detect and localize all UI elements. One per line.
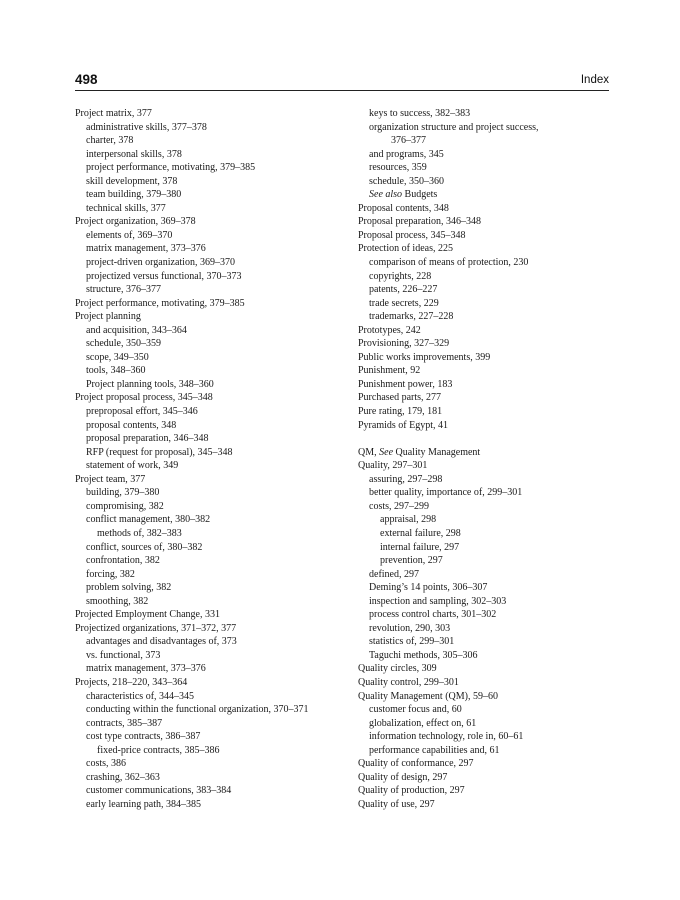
index-subentry: vs. functional, 373 [86,649,161,661]
index-entry: Quality of use, 297 [358,798,435,810]
index-subentry: statistics of, 299–301 [369,636,455,648]
index-subentry: conflict, sources of, 380–382 [86,541,203,553]
see-also-label: See also [369,189,403,201]
index-subentry: and programs, 345 [369,148,444,160]
index-entry: Project team, 377 [75,473,146,485]
index-subentry: tools, 348–360 [86,365,146,377]
index-subentry: confrontation, 382 [86,555,160,567]
index-subentry: statement of work, 349 [86,460,179,472]
index-entry: Pure rating, 179, 181 [358,406,443,418]
index-subentry: preproposal effort, 345–346 [86,406,198,418]
index-subentry: information technology, role in, 60–61 [369,731,524,743]
index-entry: Quality of production, 297 [358,785,465,797]
index-subentry: better quality, importance of, 299–301 [369,487,523,499]
index-entry: Prototypes, 242 [358,324,421,336]
index-subentry: performance capabilities and, 61 [369,744,500,756]
index-entry: Quality control, 299–301 [358,676,459,688]
index-entry: Quality of design, 297 [358,771,448,783]
index-subentry: structure, 376–377 [86,284,161,296]
index-entry: Quality of conformance, 297 [358,758,474,770]
index-subentry: RFP (request for proposal), 345–348 [86,446,233,458]
index-subentry: schedule, 350–359 [86,338,161,350]
index-subentry: matrix management, 373–376 [86,663,206,675]
index-entry: Quality Management (QM), 59–60 [358,690,498,702]
index-subentry: contracts, 385–387 [86,717,163,729]
index-subentry: early learning path, 384–385 [86,798,201,810]
index-subentry: project-driven organization, 369–370 [86,257,235,269]
index-subentry: compromising, 382 [86,500,164,512]
running-title: Index [580,74,609,86]
index-entry: Projected Employment Change, 331 [75,609,220,621]
index-entry [358,446,618,460]
index-subentry: project performance, motivating, 379–385 [86,162,256,174]
index-subentry: building, 379–380 [86,487,160,499]
index-subentry: administrative skills, 377–378 [86,121,207,133]
index-entry: Proposal process, 345–348 [358,229,466,241]
index-subentry: customer communications, 383–384 [86,785,232,797]
index-entry: Project organization, 369–378 [75,216,196,228]
index-entry: Project proposal process, 345–348 [75,392,213,404]
index-subsubentry: appraisal, 298 [380,514,437,526]
crossref-target: Budgets [402,189,438,201]
index-subentry: smoothing, 382 [86,595,149,607]
index-subentry: projectized versus functional, 370–373 [86,270,242,282]
index-subentry: schedule, 350–360 [369,175,444,187]
index-subentry: problem solving, 382 [86,582,172,594]
index-subentry: team building, 379–380 [86,189,182,201]
index-subentry: revolution, 290, 303 [369,622,451,634]
index-subentry: technical skills, 377 [86,202,166,214]
index-entry: Project planning [75,311,141,323]
index-subentry: resources, 359 [369,162,427,174]
index-subsubentry: internal failure, 297 [380,541,460,553]
index-continuation: 376–377 [391,135,426,147]
index-subentry: Deming’s 14 points, 306–307 [369,582,488,594]
index-entry: Public works improvements, 399 [358,351,491,363]
index-subsubentry: prevention, 297 [380,555,443,567]
index-entry: Purchased parts, 277 [358,392,442,404]
index-subentry: defined, 297 [369,568,419,580]
index-subsubentry: fixed-price contracts, 385–386 [97,744,220,756]
index-subentry: matrix management, 373–376 [86,243,206,255]
index-subentry: process control charts, 301–302 [369,609,497,621]
index-entry: Projectized organizations, 371–372, 377 [75,622,237,634]
index-entry: Proposal contents, 348 [358,202,449,214]
index-subentry: trademarks, 227–228 [369,311,454,323]
index-entry: Protection of ideas, 225 [358,243,453,255]
index-subentry: skill development, 378 [86,175,178,187]
index-subentry: costs, 386 [86,758,126,770]
index-subentry: assuring, 297–298 [369,473,443,485]
index-subentry: forcing, 382 [86,568,135,580]
index-entry: Punishment power, 183 [358,378,453,390]
page-header [75,72,609,91]
index-subentry: copyrights, 228 [369,270,432,282]
index-subentry: cost type contracts, 386–387 [86,731,201,743]
index-column-left [75,107,350,811]
index-subentry: proposal contents, 348 [86,419,177,431]
page-number: 498 [75,72,98,87]
index-entry: Projects, 218–220, 343–364 [75,676,188,688]
index-subentry: Taguchi methods, 305–306 [369,649,478,661]
index-subentry: inspection and sampling, 302–303 [369,595,507,607]
index-crossref [358,188,618,202]
index-subsubentry: methods of, 382–383 [97,527,182,539]
index-subentry: conflict management, 380–382 [86,514,211,526]
index-subentry: costs, 297–299 [369,500,429,512]
index-subentry: customer focus and, 60 [369,704,462,716]
index-entry: Project performance, motivating, 379–385 [75,297,245,309]
index-subentry: interpersonal skills, 378 [86,148,182,160]
index-subentry: elements of, 369–370 [86,229,173,241]
index-subentry: and acquisition, 343–364 [86,324,187,336]
index-subentry: organization structure and project success, [369,121,539,133]
index-entry: Quality, 297–301 [358,460,428,472]
index-subentry: patents, 226–227 [369,284,438,296]
index-subentry: comparison of means of protection, 230 [369,257,529,269]
index-subentry: crashing, 362–363 [86,771,160,783]
index-column-right [358,107,618,811]
index-subentry: charter, 378 [86,135,134,147]
crossref-target: Quality Management [393,446,481,458]
index-subentry: Project planning tools, 348–360 [86,378,214,390]
index-subentry: advantages and disadvantages of, 373 [86,636,237,648]
index-subentry: proposal preparation, 346–348 [86,433,209,445]
see-label: See [379,446,394,458]
index-subentry: trade secrets, 229 [369,297,439,309]
section-gap [358,432,618,446]
index-subentry: conducting within the functional organization, 370–371 [86,704,309,716]
index-entry: Proposal preparation, 346–348 [358,216,482,228]
index-subentry: keys to success, 382–383 [369,108,471,119]
index-entry: Provisioning, 327–329 [358,338,450,350]
index-subsubentry: external failure, 298 [380,527,461,539]
index-entry: Quality circles, 309 [358,663,437,675]
qm-label: QM, [358,446,380,458]
index-entry: Pyramids of Egypt, 41 [358,419,448,431]
index-subentry: scope, 349–350 [86,351,149,363]
index-entry: Project matrix, 377 [75,108,152,119]
index-entry: Punishment, 92 [358,365,421,377]
index-subentry: characteristics of, 344–345 [86,690,195,702]
index-subentry: globalization, effect on, 61 [369,717,477,729]
